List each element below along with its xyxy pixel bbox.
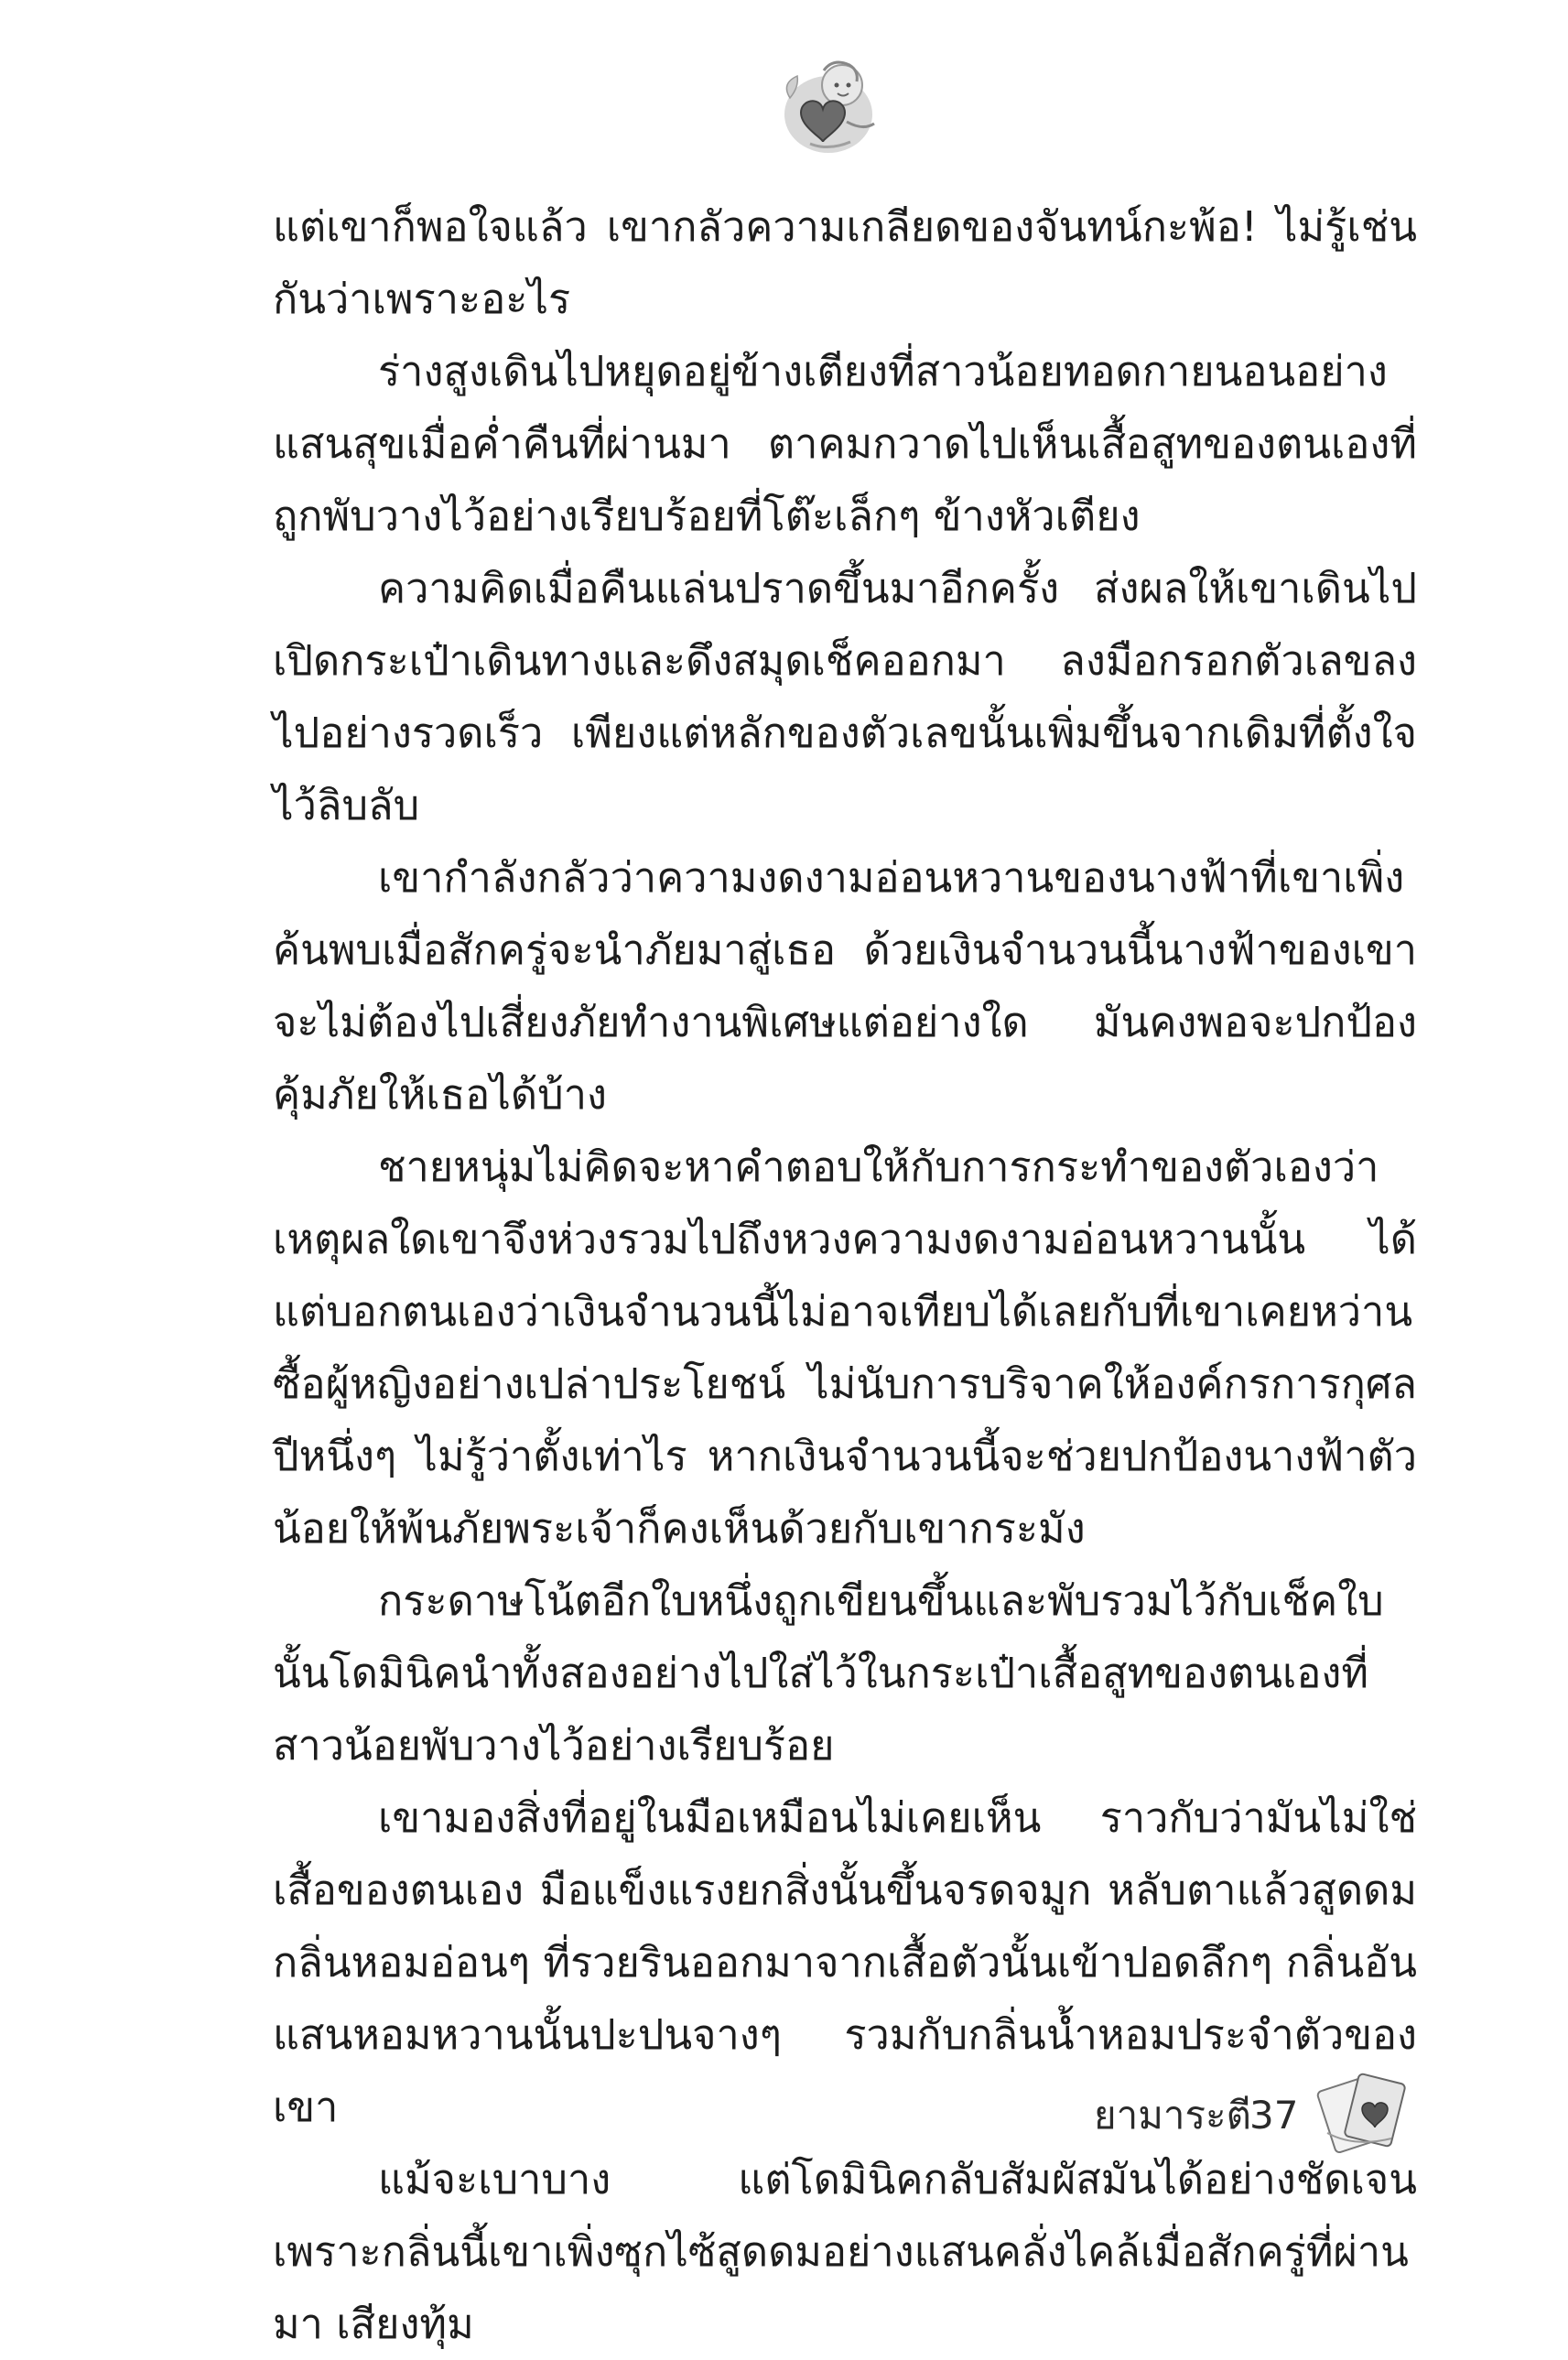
page-number: 37 [1249,2093,1299,2138]
paragraph: ความคิดเมื่อคืนแล่นปราดขึ้นมาอีกครั้ง ส่งผลให้เขาเดินไปเปิดกระเป๋าเดินทางและดึงสมุดเช็คออกมา ลงมือกรอกตัวเลขลงไปอย่างรวดเร็ว เพียงแต่หลักของตัวเลขนั้นเพิ่มขึ้นจากเดิมที่ตั้งใจไว้ลิบลับ [273,564,1417,829]
paragraph: แม้จะเบาบาง แต่โดมินิคกลับสัมผัสมันได้อย่างชัดเจน เพราะกลิ่นนี้เขาเพิ่งซุกไซ้สูดดมอย่างแสนคลั่งไคล้เมื่อสักครู่ที่ผ่านมา เสียงทุ้ม [273,2155,1417,2348]
paragraph: แต่เขาก็พอใจแล้ว เขากลัวความเกลียดของจันทน์กะพ้อ! ไม่รู้เช่นกันว่าเพราะอะไร [273,202,1417,323]
cupid-heart-icon [773,50,883,160]
book-title: ยามาระตี [1094,2093,1251,2138]
paragraph: กระดาษโน้ตอีกใบหนึ่งถูกเขียนขึ้นและพับรวมไว้กับเช็คใบนั้นโดมินิคนำทั้งสองอย่างไปใส่ไว้ในกระเป๋าเสื้อสูทของตนเองที่สาวน้อยพับวางไว้อย่างเรียบร้อย [273,1576,1384,1770]
paragraph: ร่างสูงเดินไปหยุดอยู่ข้างเตียงที่สาวน้อยทอดกายนอนอย่างแสนสุขเมื่อค่ำคืนที่ผ่านมา ตาคมกวาดไปเห็นเสื้อสูทของตนเองที่ถูกพับวางไว้อย่างเรียบร้อยที่โต๊ะเล็กๆ ข้างหัวเตียง [273,347,1417,540]
page-footer [1094,2069,1433,2170]
paragraph: เขากำลังกลัวว่าความงดงามอ่อนหวานของนางฟ้าที่เขาเพิ่งค้นพบเมื่อสักครู่จะนำภัยมาสู่เธอ ด้วยเงินจำนวนนี้นางฟ้าของเขาจะไม่ต้องไปเสี่ยงภัยทำงานพิเศษแต่อย่างใด มันคงพอจะปกป้องคุ้มภัยให้เธอได้บ้าง [273,853,1417,1119]
playing-cards-heart-icon [1309,2069,1419,2160]
body-text [273,190,1417,2360]
paragraph: ชายหนุ่มไม่คิดจะหาคำตอบให้กับการกระทำของตัวเองว่าเหตุผลใดเขาจึงห่วงรวมไปถึงหวงความงดงามอ่อนหวานนั้น ได้แต่บอกตนเองว่าเงินจำนวนนี้ไม่อาจเทียบได้เลยกับที่เขาเคยหว่านซื้อผู้หญิงอย่างเปล่าประโยชน์ ไม่นับการบริจาคให้องค์กรการกุศลปีหนึ่งๆ ไม่รู้ว่าตั้งเท่าไร หากเงินจำนวนนี้จะช่วยปกป้องนางฟ้าตัวน้อยให้พ้นภัยพระเจ้าก็คงเห็นด้วยกับเขากระมัง [273,1142,1417,1553]
paragraph: เขามองสิ่งที่อยู่ในมือเหมือนไม่เคยเห็น ราวกับว่ามันไม่ใช่เสื้อของตนเอง มือแข็งแรงยกสิ่งนั้นขึ้นจรดจมูก หลับตาแล้วสูดดมกลิ่นหอมอ่อนๆ ที่รวยรินออกมาจากเสื้อตัวนั้นเข้าปอดลึกๆ กลิ่นอันแสนหอมหวานนั้นปะปนจางๆ รวมกับกลิ่นน้ำหอมประจำตัวของเขา [273,1793,1417,2131]
